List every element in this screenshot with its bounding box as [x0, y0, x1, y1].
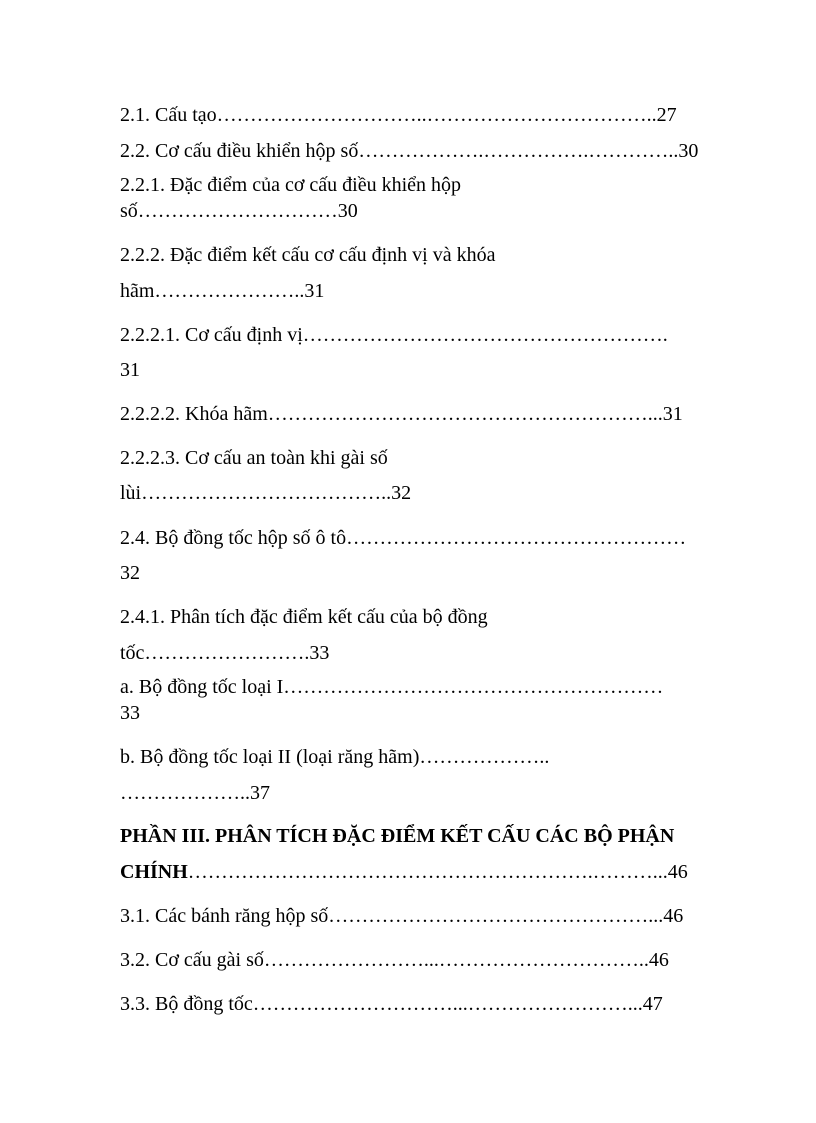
toc-entry-2-2-2-cont: hãm…………………..31	[120, 280, 325, 302]
toc-entry-2-2-2: 2.2.2. Đặc điểm kết cấu cơ cấu định vị và khóa	[120, 244, 496, 266]
toc-entry-2-2-2-3: 2.2.2.3. Cơ cấu an toàn khi gài số	[120, 447, 388, 469]
toc-entry-2-2: 2.2. Cơ cấu điều khiển hộp số……………….…………….…………..30	[120, 140, 699, 162]
toc-entry-a: a. Bộ đồng tốc loại I…………………………………………………	[120, 676, 664, 698]
toc-entry-2-4-1-cont: tốc…………………….33	[120, 642, 330, 664]
toc-entry-3-2: 3.2. Cơ cấu gài số……………………...…………………………..46	[120, 949, 669, 971]
toc-entry-2-4: 2.4. Bộ đồng tốc hộp số ô tô……………………………………………	[120, 527, 687, 549]
toc-entry-2-1: 2.1. Cấu tạo…………………………..……………………………..27	[120, 104, 677, 126]
toc-entry-a-page: 33	[120, 702, 140, 724]
toc-entry-3-3: 3.3. Bộ đồng tốc…………………………...……………………...47	[120, 993, 663, 1015]
toc-entry-2-2-2-1: 2.2.2.1. Cơ cấu định vị……………………………………………….	[120, 324, 668, 346]
toc-entry-2-2-2-2: 2.2.2.2. Khóa hãm…………………………………………………...31	[120, 403, 683, 425]
toc-entry-2-2-1-cont: số…………………………30	[120, 200, 358, 222]
toc-part-iii-main: CHÍNH	[120, 861, 188, 883]
toc-entry-2-2-2-1-page: 31	[120, 359, 140, 381]
toc-part-iii-heading-cont	[120, 862, 688, 882]
toc-part-iii-leader: …………………………………………………….………...46	[187, 861, 688, 883]
toc-entry-2-4-page: 32	[120, 562, 140, 584]
toc-entry-b: b. Bộ đồng tốc loại II (loại răng hãm)………………..	[120, 746, 550, 768]
toc-entry-2-2-1: 2.2.1. Đặc điểm của cơ cấu điều khiển hộp	[120, 174, 462, 196]
toc-entry-2-2-2-3-cont: lùi………………………………..32	[120, 482, 412, 504]
toc-entry-3-1: 3.1. Các bánh răng hộp số…………………………………………...46	[120, 905, 684, 927]
toc-entry-2-4-1: 2.4.1. Phân tích đặc điểm kết cấu của bộ đồng	[120, 606, 488, 628]
toc-entry-b-cont: ………………..37	[120, 782, 270, 804]
toc-part-iii-heading: PHẦN III. PHÂN TÍCH ĐẶC ĐIỂM KẾT CẤU CÁC BỘ PHẬN	[120, 825, 675, 847]
